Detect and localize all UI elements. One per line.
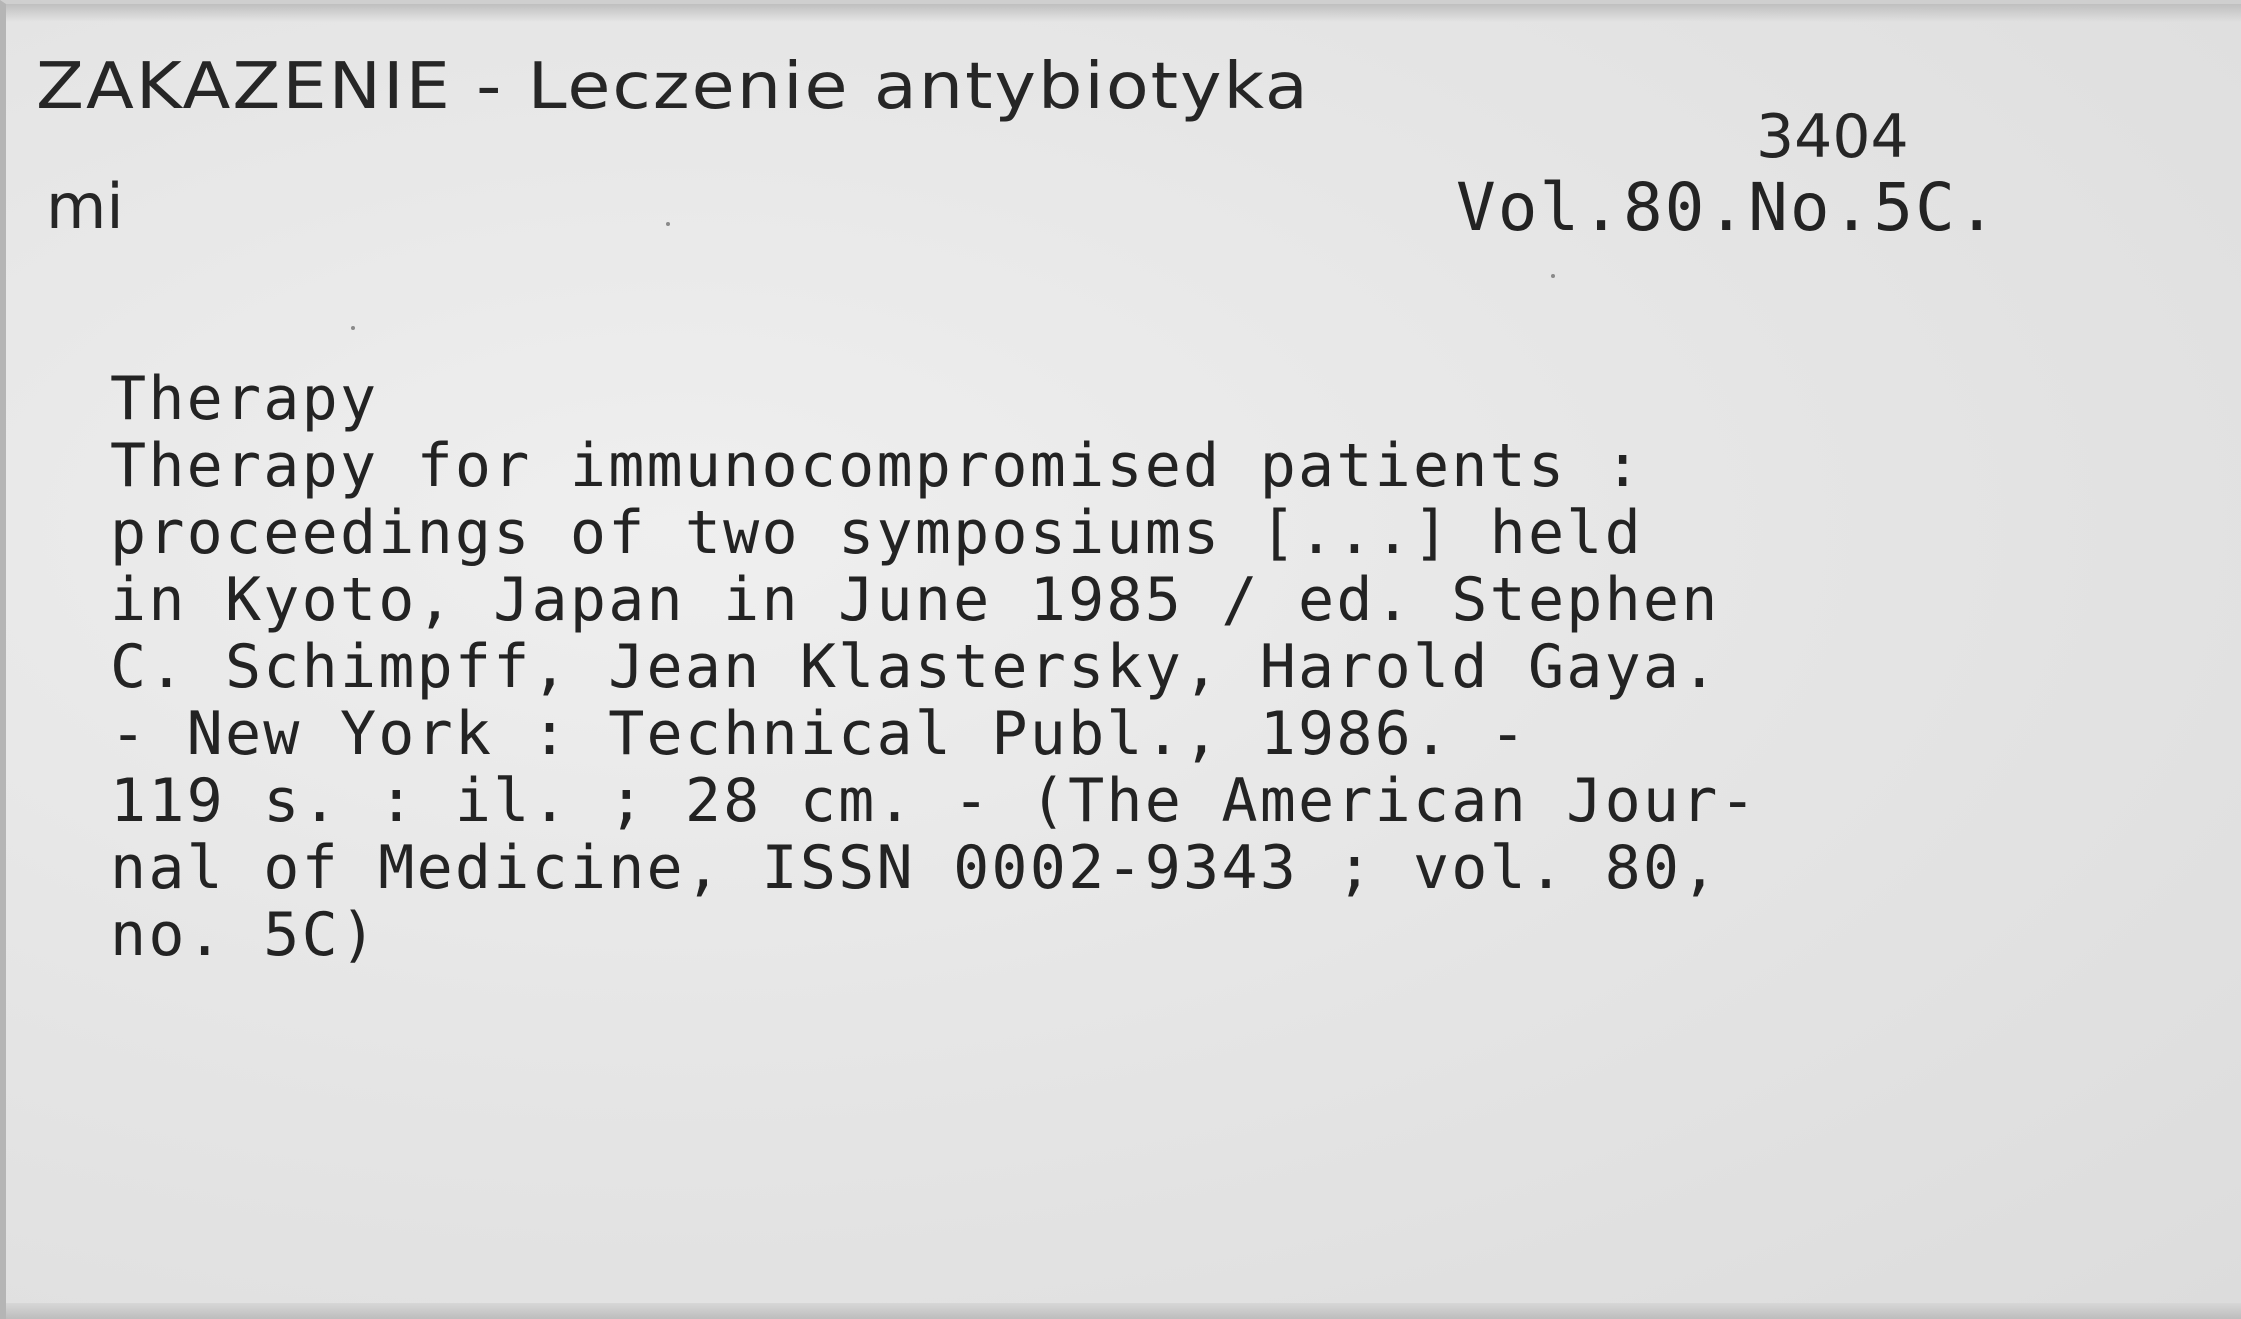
- location-code: mi: [46, 170, 124, 243]
- volume-reference: Vol.80.No.5C.: [1456, 169, 1999, 246]
- paper-speck: [1551, 274, 1555, 278]
- bibliographic-entry: [110, 366, 1758, 969]
- card-top-edge: [6, 4, 2241, 22]
- entry-line: no. 5C): [110, 900, 379, 970]
- subject-heading: ZAKAZENIE - Leczenie antybiotyka: [36, 48, 1310, 124]
- entry-line: Therapy for immunocompromised patients :: [110, 431, 1643, 501]
- entry-line: - New York : Technical Publ., 1986. -: [110, 699, 1528, 769]
- paper-speck: [666, 222, 670, 226]
- entry-line: proceedings of two symposiums [...] held: [110, 498, 1643, 568]
- entry-line: C. Schimpff, Jean Klastersky, Harold Gaya.: [110, 632, 1720, 702]
- subject-number: 3404: [1756, 102, 1909, 172]
- entry-line: nal of Medicine, ISSN 0002-9343 ; vol. 80,: [110, 833, 1720, 903]
- entry-line: 119 s. : il. ; 28 cm. - (The American Jour-: [110, 766, 1758, 836]
- entry-line: in Kyoto, Japan in June 1985 / ed. Stephen: [110, 565, 1720, 635]
- paper-speck: [351, 326, 355, 330]
- entry-line: Therapy: [110, 364, 379, 434]
